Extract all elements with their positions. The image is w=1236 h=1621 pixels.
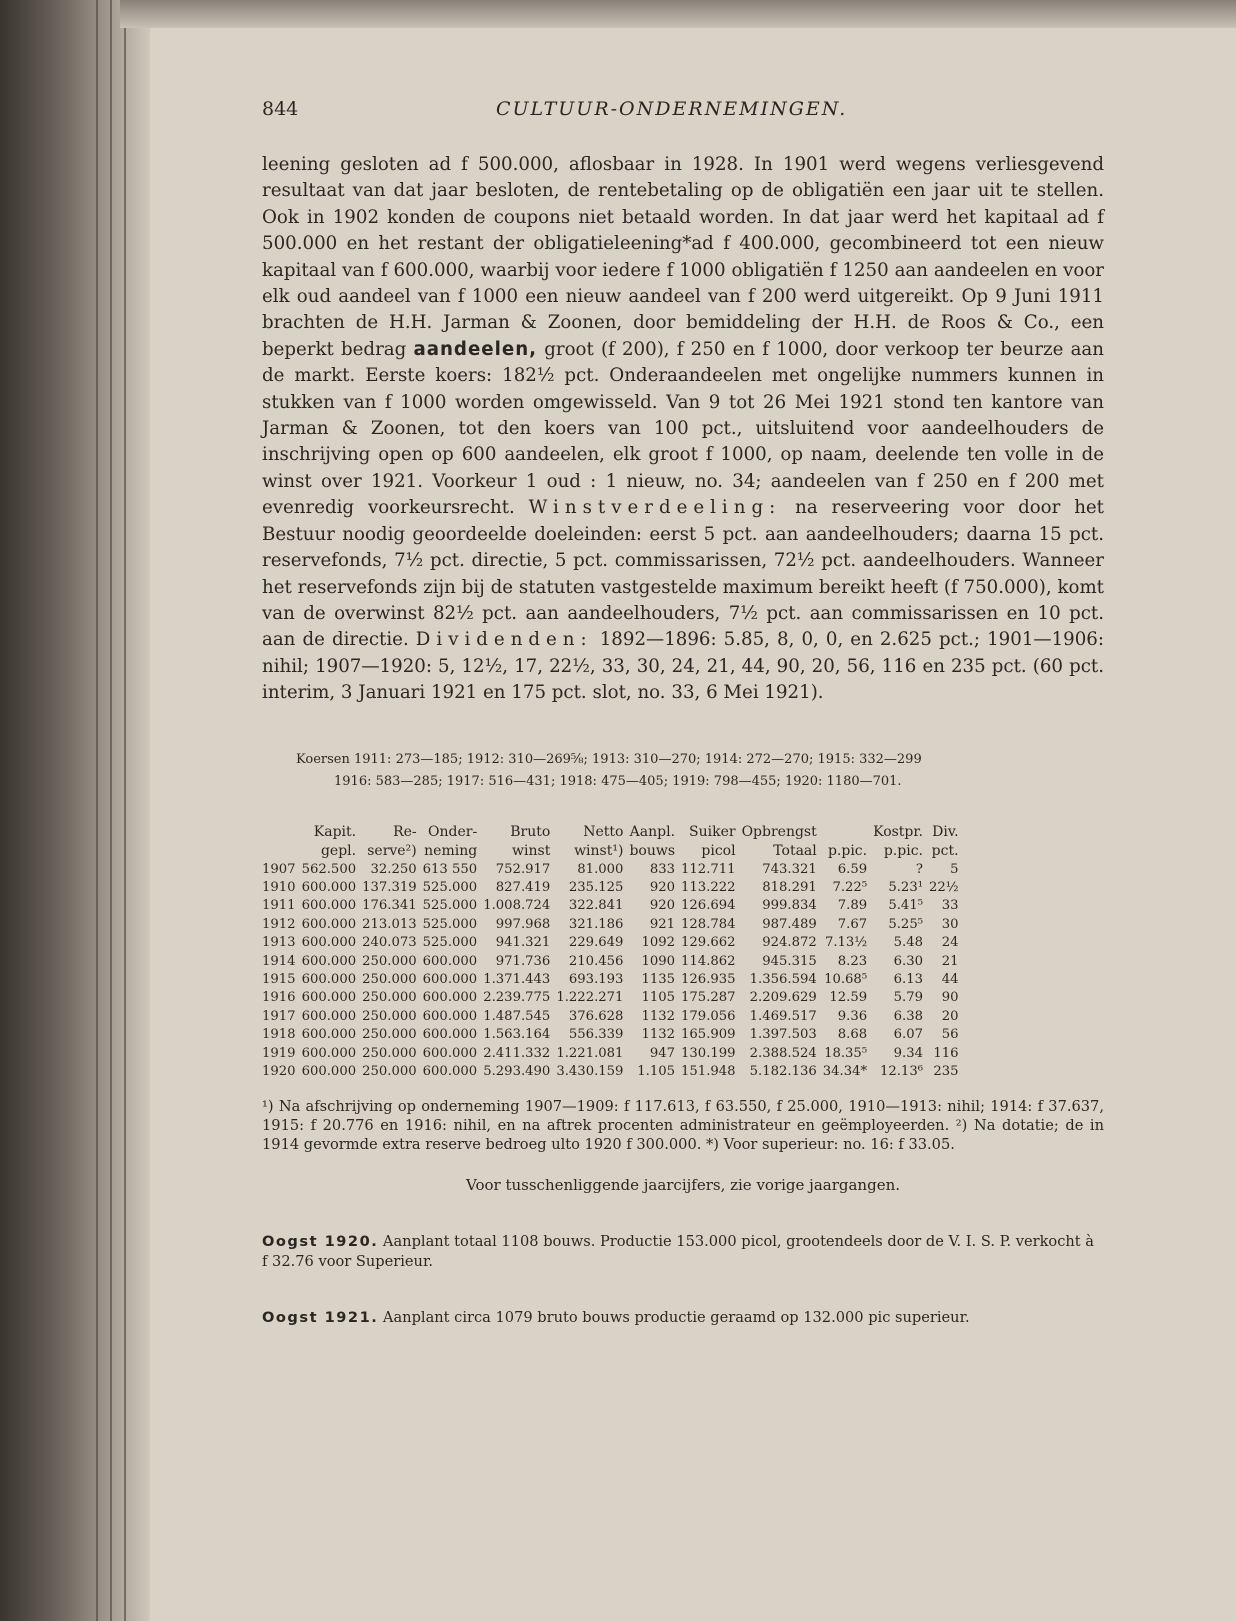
year-cell: 1911 xyxy=(262,898,296,914)
table-cell: 175.287 xyxy=(681,990,736,1006)
table-cell: 1.397.503 xyxy=(749,1027,817,1043)
running-title: CULTUUR-ONDERNEMINGEN. xyxy=(496,98,848,120)
table-header-row xyxy=(262,842,962,861)
table-cell: 1132 xyxy=(641,1008,676,1024)
oogst-text: Aanplant totaal 1108 bouws. Productie 153.000 picol, grootendeels door de V. I. S. P. verkocht à f 32.76 voor Superieur. xyxy=(262,1233,1094,1271)
table-cell: 1.221.081 xyxy=(556,1045,624,1061)
table-cell: 7.22⁵ xyxy=(832,879,868,895)
table-cell: 250.000 xyxy=(362,1027,417,1043)
table-cell: 12.13⁶ xyxy=(879,1064,923,1079)
column-header: picol xyxy=(701,842,736,859)
table-cell: 7.67 xyxy=(837,916,868,932)
reference-line: Voor tusschenliggende jaarcijfers, zie vorige jaargangen. xyxy=(466,1176,900,1195)
table-cell: 1.563.164 xyxy=(483,1027,551,1043)
table-cell: 2.388.524 xyxy=(749,1045,817,1061)
table-cell: 971.736 xyxy=(495,953,551,969)
table-cell: 2.411.332 xyxy=(483,1045,551,1061)
table-cell: 945.315 xyxy=(762,953,817,969)
table-cell: 999.834 xyxy=(762,898,817,914)
year-cell: 1913 xyxy=(262,935,296,951)
table-cell: 600.000 xyxy=(422,990,478,1006)
table-cell: 1.356.594 xyxy=(749,971,817,987)
table-cell: 997.968 xyxy=(495,916,551,932)
table-cell: 924.872 xyxy=(762,935,817,951)
table-cell: 113.222 xyxy=(681,879,736,895)
table-cell: 613 550 xyxy=(422,861,478,877)
oogst-label: Oogst 1921. xyxy=(262,1309,379,1327)
column-header: Aanpl. xyxy=(629,823,676,840)
column-header: Re- xyxy=(393,823,417,840)
footnotes: ¹) Na afschrijving op onderneming 1907—1909: f 117.613, f 63.550, f 25.000, 1910—1913: nihil; 1914: f 37.637, 1915: f 20.776 en 1916: nihil, en na aftrek procenten administrateur en geëmployeerden. ²) Na dotatie; de in 1914 gevormde extra reserve bedroeg ulto 1920 f 300.000. *) Voor superieur: no. 16: f 33.05. xyxy=(262,1098,1104,1154)
table-cell: 10.68⁵ xyxy=(824,971,868,987)
table-cell: 1.008.724 xyxy=(483,898,551,914)
table-cell: 250.000 xyxy=(362,1064,417,1079)
year-cell: 1907 xyxy=(262,861,296,877)
table-cell: 5.23¹ xyxy=(888,879,923,895)
year-cell: 1919 xyxy=(262,1045,296,1061)
table-cell: 5.293.490 xyxy=(483,1064,551,1079)
table-cell: 34.34* xyxy=(822,1064,868,1079)
table-cell: 322.841 xyxy=(568,898,624,914)
table-cell: 128.784 xyxy=(681,916,736,932)
table-cell: 987.489 xyxy=(762,916,817,932)
column-header: winst xyxy=(512,842,551,859)
table-header-row xyxy=(262,823,962,842)
table-cell: 5.79 xyxy=(893,990,923,1006)
table-cell: 1.105 xyxy=(637,1064,676,1079)
table-cell: 2.209.629 xyxy=(749,990,817,1006)
table-cell: 5.48 xyxy=(893,935,923,951)
table-cell: 600.000 xyxy=(301,898,357,914)
oogst-1920 xyxy=(262,1232,1104,1272)
column-header: Totaal xyxy=(773,842,817,859)
table-cell: 5.25⁵ xyxy=(888,916,923,932)
column-header xyxy=(820,823,870,842)
table-row xyxy=(262,934,962,952)
table-cell: 1.371.443 xyxy=(483,971,551,987)
table-cell: 600.000 xyxy=(301,916,357,932)
table-cell: 18.35⁵ xyxy=(824,1045,868,1061)
table-cell: 600.000 xyxy=(301,971,357,987)
year-cell: 1917 xyxy=(262,1008,296,1024)
table-row xyxy=(262,989,962,1007)
table-row xyxy=(262,1045,962,1063)
table-cell: 250.000 xyxy=(362,1045,417,1061)
table-cell: 600.000 xyxy=(301,1027,357,1043)
table-row xyxy=(262,879,962,897)
table-cell: 600.000 xyxy=(422,971,478,987)
table-cell: 1132 xyxy=(641,1027,676,1043)
column-header xyxy=(262,842,299,861)
table-cell: 137.319 xyxy=(362,879,417,895)
table-row xyxy=(262,953,962,971)
table-row xyxy=(262,861,962,879)
text-run: na reserveering voor door het Bestuur noodig geoordeelde doeleinden: eerst 5 pct. aan aandeelhouders; daarna 15 pct. reservefonds, 7½ pct. directie, 5 pct. commissarissen, 72½ pct. aandeelhouders. Wanneer het reservefonds zijn bij de statuten vastgestelde maximum bereikt heeft (f 750.000), komt van de overwinst 82½ pct. aan aandeelhouders, 7½ pct. aan commissarissen en 10 pct. aan de directie. xyxy=(262,497,1104,651)
table-cell: 165.909 xyxy=(681,1027,736,1043)
table-cell: 600.000 xyxy=(422,1045,478,1061)
table-cell: 752.917 xyxy=(495,861,551,877)
table-cell: 600.000 xyxy=(301,1064,357,1079)
text-run: 1892—1896: 5.85, 8, 0, 0, en 2.625 pct.; 1901—1906: nihil; 1907—1920: 5, 12½, 17, 22½, 33, 30, 24, 21, 44, 90, 20, 56, 116 en 235 pct. (60 pct. interim, 3 Januari 1921 en 175 pct. slot, no. 33, 6 Mei 1921). xyxy=(262,629,1104,704)
table-cell: 5.182.136 xyxy=(749,1064,817,1079)
column-header: neming xyxy=(424,842,478,859)
column-header: pct. xyxy=(931,842,959,859)
table-cell: 24 xyxy=(941,935,959,951)
table-cell: 525.000 xyxy=(422,879,478,895)
page-top-edge xyxy=(120,0,1236,28)
column-header: Netto xyxy=(583,823,624,840)
table-cell: 235 xyxy=(933,1064,959,1079)
table-cell: 921 xyxy=(649,916,676,932)
column-header: serve²) xyxy=(367,842,417,859)
table-cell: 250.000 xyxy=(362,1008,417,1024)
main-paragraph xyxy=(262,152,1104,707)
table-cell: 235.125 xyxy=(568,879,624,895)
table-cell: 600.000 xyxy=(301,1045,357,1061)
spaced-heading: Winstverdeeling: xyxy=(528,497,782,519)
column-header: p.pic. xyxy=(827,842,868,859)
column-header: gepl. xyxy=(320,842,357,859)
page-header xyxy=(262,98,1104,138)
table-cell: 525.000 xyxy=(422,935,478,951)
column-header: Kostpr. xyxy=(873,823,923,840)
year-cell: 1918 xyxy=(262,1027,296,1043)
text-run: leening gesloten ad f 500.000, aflosbaar in 1928. In 1901 werd wegens verliesgevend resultaat van dat jaar besloten, de rentebetaling op de obligatiën een jaar uit te stellen. Ook in 1902 konden de coupons niet betaald worden. In dat jaar werd het kapitaal ad f 500.000 en het restant der obligatieleening*ad f 400.000, gecombineerd tot een nieuw kapitaal van f 600.000, waarbij voor iedere f 1000 obligatiën f 1250 aan aandeelen en voor elk oud aandeel van f 1000 een nieuw aandeel van f 200 werd uitgereikt. Op 9 Juni 1911 brachten de H.H. Jarman & Zoonen, door bemiddeling der H.H. de Roos & Co., een beperkt bedrag xyxy=(262,154,1104,360)
table-row xyxy=(262,1026,962,1044)
text-run: groot (f 200), f 250 en f 1000, door verkoop ter beurze aan de markt. Eerste koers: 182½ pct. Onderaandeelen met ongelijke nummers kunnen in stukken van f 1000 worden omgewisseld. Van 9 tot 26 Mei 1921 stond ten kantore van Jarman & Zoonen, tot den koers van 100 pct., uitsluitend voor aandeelhouders de inschrijving open op 600 aandeelen, elk groot f 1000, op naam, deelende ten volle in de winst over 1921. Voorkeur 1 oud : 1 nieuw, no. 34; aandeelen van f 250 en f 200 met evenredig voorkeursrecht. xyxy=(262,338,1104,519)
table-cell: 56 xyxy=(941,1027,959,1043)
table-cell: 250.000 xyxy=(362,990,417,1006)
column-header: p.pic. xyxy=(883,842,923,859)
table-cell: 600.000 xyxy=(422,1064,478,1079)
table-cell: 600.000 xyxy=(301,1008,357,1024)
table-cell: 1090 xyxy=(641,953,676,969)
table-cell: 179.056 xyxy=(681,1008,736,1024)
table-row xyxy=(262,1008,962,1026)
table-cell: 1.469.517 xyxy=(749,1008,817,1024)
table-cell: 6.59 xyxy=(837,861,868,877)
column-header: Div. xyxy=(932,823,959,840)
table-cell: 6.38 xyxy=(893,1008,923,1024)
table-cell: 44 xyxy=(941,971,959,987)
table-cell: 116 xyxy=(933,1045,959,1061)
table-cell: 920 xyxy=(649,879,676,895)
financial-table xyxy=(262,823,962,1082)
table-cell: 1092 xyxy=(641,935,676,951)
table-cell: 210.456 xyxy=(568,953,624,969)
table-cell: 525.000 xyxy=(422,916,478,932)
table-cell: 5.41⁵ xyxy=(888,898,923,914)
table-cell: 90 xyxy=(941,990,959,1006)
table-cell: 947 xyxy=(649,1045,676,1061)
table-cell: 112.711 xyxy=(681,861,736,877)
table-cell: 693.193 xyxy=(568,971,624,987)
oogst-label: Oogst 1920. xyxy=(262,1233,379,1251)
year-cell: 1912 xyxy=(262,916,296,932)
table-cell: 827.419 xyxy=(495,879,551,895)
book-spine xyxy=(0,0,150,1621)
koersen-line: 1916: 583—285; 1917: 516—431; 1918: 475—405; 1919: 798—455; 1920: 1180—701. xyxy=(334,773,902,789)
column-header xyxy=(262,823,299,842)
table-cell: 9.34 xyxy=(893,1045,923,1061)
column-header: Bruto xyxy=(510,823,551,840)
table-cell: 240.073 xyxy=(362,935,417,951)
table-cell: 8.68 xyxy=(837,1027,868,1043)
table-cell: 920 xyxy=(649,898,676,914)
table-cell: 176.341 xyxy=(362,898,417,914)
table-cell: 81.000 xyxy=(577,861,624,877)
table-cell: 941.321 xyxy=(495,935,551,951)
column-header: Opbrengst xyxy=(741,823,817,840)
table-cell: 250.000 xyxy=(362,953,417,969)
year-cell: 1914 xyxy=(262,953,296,969)
table-row xyxy=(262,971,962,989)
table-row xyxy=(262,916,962,934)
year-cell: 1916 xyxy=(262,990,296,1006)
table-cell: 114.862 xyxy=(681,953,736,969)
oogst-text: Aanplant circa 1079 bruto bouws productie geraamd op 132.000 pic superieur. xyxy=(378,1309,970,1327)
table-cell: 6.07 xyxy=(893,1027,923,1043)
table-cell: 8.23 xyxy=(837,953,868,969)
table-cell: 321.186 xyxy=(568,916,624,932)
table-cell: 600.000 xyxy=(422,1027,478,1043)
table-cell: 33 xyxy=(941,898,959,914)
koersen-block xyxy=(262,749,1104,793)
table-cell: 1.487.545 xyxy=(483,1008,551,1024)
table-cell: 22½ xyxy=(929,879,959,895)
table-cell: 376.628 xyxy=(568,1008,624,1024)
table-cell: 6.30 xyxy=(893,953,923,969)
table-cell: 126.935 xyxy=(681,971,736,987)
oogst-1921 xyxy=(262,1308,1104,1328)
table-cell: 130.199 xyxy=(681,1045,736,1061)
table-cell: 1105 xyxy=(641,990,676,1006)
column-header: Kapit. xyxy=(313,823,357,840)
koersen-line: Koersen 1911: 273—185; 1912: 310—269⅝; 1913: 310—270; 1914: 272—270; 1915: 332—299 xyxy=(296,751,922,767)
table-cell: 600.000 xyxy=(422,1008,478,1024)
table-cell: 818.291 xyxy=(762,879,817,895)
column-header: Onder- xyxy=(428,823,478,840)
table-cell: 1135 xyxy=(641,971,676,987)
table-cell: 129.662 xyxy=(681,935,736,951)
page-edge-line xyxy=(110,0,112,1621)
table-cell: 250.000 xyxy=(362,971,417,987)
year-cell: 1920 xyxy=(262,1064,296,1079)
table-cell: 743.321 xyxy=(762,861,817,877)
bold-term: aandeelen, xyxy=(413,338,538,360)
table-cell: 12.59 xyxy=(829,990,868,1006)
table-body xyxy=(262,861,962,1082)
table-cell: 525.000 xyxy=(422,898,478,914)
table-row xyxy=(262,1063,962,1081)
page-edge-line xyxy=(124,0,126,1621)
table-cell: 600.000 xyxy=(422,953,478,969)
table-cell: 20 xyxy=(941,1008,959,1024)
table-cell: 600.000 xyxy=(301,879,357,895)
table-cell: 833 xyxy=(649,861,676,877)
table-row xyxy=(262,897,962,915)
column-header: Suiker xyxy=(689,823,736,840)
year-cell: 1910 xyxy=(262,879,296,895)
table-cell: 2.239.775 xyxy=(483,990,551,1006)
year-cell: 1915 xyxy=(262,971,296,987)
table-cell: 5 xyxy=(950,861,959,877)
table-cell: 6.13 xyxy=(893,971,923,987)
page-content xyxy=(262,98,1104,1328)
page-edge-line xyxy=(96,0,98,1621)
table-cell: 21 xyxy=(941,953,959,969)
table-cell: 9.36 xyxy=(837,1008,868,1024)
table-cell: 151.948 xyxy=(681,1064,736,1079)
page-number: 844 xyxy=(262,98,299,120)
table-cell: 30 xyxy=(941,916,959,932)
table-cell: 229.649 xyxy=(568,935,624,951)
table-cell: 600.000 xyxy=(301,990,357,1006)
table-cell: 126.694 xyxy=(681,898,736,914)
table-cell: 600.000 xyxy=(301,953,357,969)
table-cell: 556.339 xyxy=(568,1027,624,1043)
spaced-heading: Dividenden: xyxy=(415,629,593,651)
column-header: winst¹) xyxy=(574,842,624,859)
table-cell: 7.13½ xyxy=(824,935,868,951)
table-cell: 562.500 xyxy=(301,861,357,877)
table-cell: 32.250 xyxy=(370,861,417,877)
table-cell: 1.222.271 xyxy=(556,990,624,1006)
table-cell: 600.000 xyxy=(301,935,357,951)
table-cell: ? xyxy=(915,861,923,877)
table-cell: 3.430.159 xyxy=(556,1064,624,1079)
table-cell: 7.89 xyxy=(837,898,868,914)
column-header: bouws xyxy=(629,842,676,859)
table-cell: 213.013 xyxy=(362,916,417,932)
